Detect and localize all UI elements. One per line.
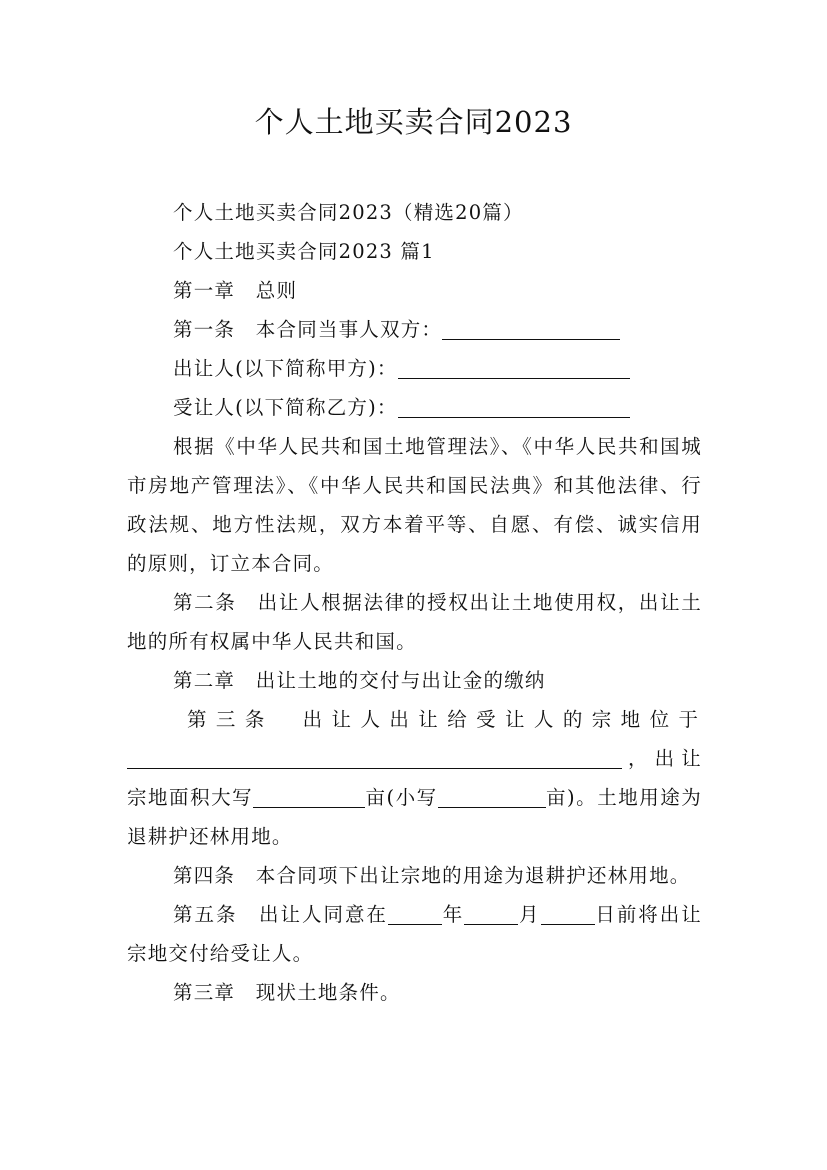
chapter-1-heading: 第一章 总则 bbox=[173, 279, 298, 302]
seller-label: 出让人(以下简称甲方)： bbox=[173, 357, 398, 380]
year-blank bbox=[388, 900, 442, 925]
chapter-3-heading: 第三章 现状土地条件。 bbox=[173, 981, 401, 1004]
seller-line bbox=[127, 349, 702, 388]
parties-blank bbox=[442, 315, 620, 340]
day-blank bbox=[541, 900, 595, 925]
buyer-line bbox=[127, 388, 702, 427]
article-5-year: 年 bbox=[441, 903, 465, 926]
article-5-day: 日前将出让宗地交付给受让人。 bbox=[127, 903, 702, 965]
document-body bbox=[127, 193, 702, 1012]
article-2: 第二条 出让人根据法律的授权出让土地使用权，出让土地的所有权属中华人民共和国。 bbox=[127, 591, 702, 653]
area-upper-blank bbox=[253, 783, 365, 808]
subtitle-line: 个人土地买卖合同2023（精选20篇） bbox=[173, 201, 524, 224]
location-blank bbox=[127, 744, 622, 769]
article-3-mu1: 亩(小写 bbox=[365, 786, 438, 809]
basis-paragraph: 根据《中华人民共和国土地管理法》、《中华人民共和国城市房地产管理法》、《中华人民共和国民法典》和其他法律、行政法规、地方性法规，双方本着平等、自愿、有偿、诚实信用的原则，订立本合同。 bbox=[127, 435, 702, 575]
month-blank bbox=[464, 900, 518, 925]
article-1-text: 第一条 本合同当事人双方： bbox=[173, 318, 443, 341]
seller-blank bbox=[398, 354, 630, 379]
buyer-blank bbox=[398, 393, 630, 418]
article-3-mid: ，出让宗地面积大写 bbox=[127, 747, 702, 809]
area-lower-blank bbox=[438, 783, 546, 808]
article-1 bbox=[127, 310, 702, 349]
chapter-2-heading: 第二章 出让土地的交付与出让金的缴纳 bbox=[173, 669, 546, 692]
article-5-month: 月 bbox=[518, 903, 541, 926]
document-title: 个人土地买卖合同2023 bbox=[254, 105, 573, 139]
article-5 bbox=[127, 895, 702, 973]
buyer-label: 受让人(以下简称乙方)： bbox=[173, 396, 398, 419]
article-5-head: 第五条 出让人同意在 bbox=[173, 903, 388, 926]
article-3-rest bbox=[127, 739, 702, 856]
article-3-mu2: 亩)。土地用途为退耕护还林用地。 bbox=[127, 786, 702, 848]
article-3-first-line: 第三条 出让人出让给受让人的宗地位于 bbox=[187, 708, 702, 731]
article-4: 第四条 本合同项下出让宗地的用途为退耕护还林用地。 bbox=[173, 864, 691, 887]
section-heading: 个人土地买卖合同2023 篇1 bbox=[173, 240, 435, 263]
